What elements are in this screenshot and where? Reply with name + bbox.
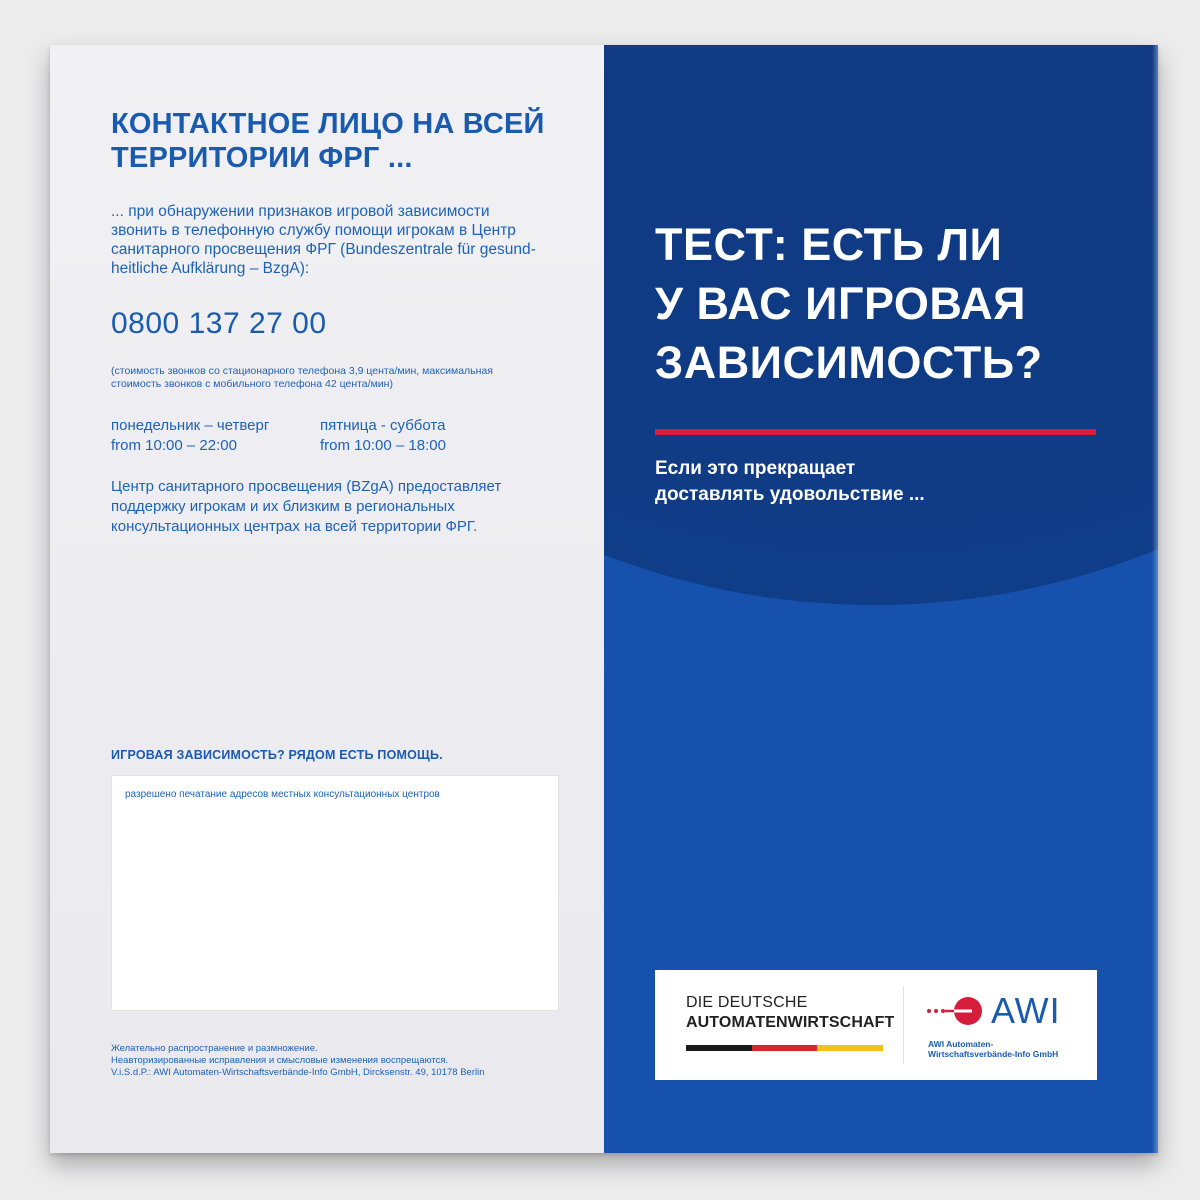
footer-line: V.i.S.d.P.: AWI Automaten-Wirtschaftsverbände-Info GmbH, Dircksenstr. 49, 10178 Berlin <box>111 1067 485 1078</box>
address-box-note: разрешено печатание адресов местных консультационных центров <box>125 789 440 800</box>
sponsor-logos <box>655 970 1097 1080</box>
cover-title <box>655 215 1125 392</box>
flag-red <box>752 1045 818 1051</box>
right-panel-cover <box>604 45 1158 1153</box>
intro-line: санитарного просвещения ФРГ (Bundeszentrale für gesund- <box>111 241 536 258</box>
dda-logo-line2: AUTOMATENWIRTSCHAFT <box>686 1014 895 1031</box>
title-line: ТЕСТ: ЕСТЬ ЛИ <box>655 219 1003 270</box>
hours-time: from 10:00 – 18:00 <box>320 437 446 454</box>
help-heading: ИГРОВАЯ ЗАВИСИМОСТЬ? РЯДОМ ЕСТЬ ПОМОЩЬ. <box>111 748 443 762</box>
brochure-sheet <box>50 45 1158 1153</box>
german-flag-bar <box>686 1045 883 1051</box>
cost-line: (стоимость звонков со стационарного телефона 3,9 цента/мин, максимальная <box>111 365 493 377</box>
address-stamp-box <box>111 775 559 1011</box>
panel-edge <box>1152 45 1158 1153</box>
hours-days: понедельник – четверг <box>111 417 270 434</box>
subtitle-line: доставлять удовольствие ... <box>655 484 925 505</box>
hours-mon-thu <box>111 416 269 456</box>
footer-line: Неавторизированные исправления и смысловые изменения воспрещаются. <box>111 1055 449 1066</box>
cost-line: стоимость звонков с мобильного телефона 42 цента/мин) <box>111 378 393 390</box>
flag-black <box>686 1045 752 1051</box>
flag-gold <box>817 1045 883 1051</box>
cover-subtitle <box>655 456 1075 508</box>
hours-fri-sat <box>320 416 446 456</box>
awi-logo-icon <box>926 992 988 1030</box>
note-line: Центр санитарного просвещения (BZgA) предоставляет <box>111 478 502 495</box>
title-line: ЗАВИСИМОСТЬ? <box>655 337 1043 388</box>
call-cost-note <box>111 365 531 391</box>
awi-sub-line: Wirtschaftsverbände-Info GmbH <box>928 1049 1059 1059</box>
intro-line: ... при обнаружении признаков игровой зависимости <box>111 203 490 220</box>
legal-footer <box>111 1043 581 1079</box>
intro-text <box>111 202 551 278</box>
note-line: поддержку игрокам и их близким в региональных <box>111 498 455 515</box>
left-panel <box>50 45 604 1153</box>
intro-line: heitliche Aufklärung – BzgA): <box>111 260 310 277</box>
hours-days: пятница - суббота <box>320 417 446 434</box>
contact-heading: КОНТАКТНОЕ ЛИЦО НА ВСЕЙ ТЕРРИТОРИИ ФРГ ... <box>111 108 545 174</box>
title-line: У ВАС ИГРОВАЯ <box>655 278 1027 329</box>
awi-logo-text: AWI <box>991 990 1061 1031</box>
bzga-support-note <box>111 477 541 537</box>
footer-line: Желательно распространение и размножение. <box>111 1043 318 1054</box>
awi-logo-subtitle <box>928 1039 1098 1059</box>
red-divider-line <box>655 429 1096 435</box>
subtitle-line: Если это прекращает <box>655 458 856 479</box>
note-line: консультационных центрах на всей территории ФРГ. <box>111 518 478 535</box>
logo-divider <box>903 986 904 1064</box>
intro-line: звонить в телефонную службу помощи игрокам в Центр <box>111 222 516 239</box>
hours-time: from 10:00 – 22:00 <box>111 437 237 454</box>
dda-logo-line1: DIE DEUTSCHE <box>686 994 808 1011</box>
awi-sub-line: AWI Automaten- <box>928 1039 994 1049</box>
hotline-phone-number: 0800 137 27 00 <box>111 307 327 340</box>
